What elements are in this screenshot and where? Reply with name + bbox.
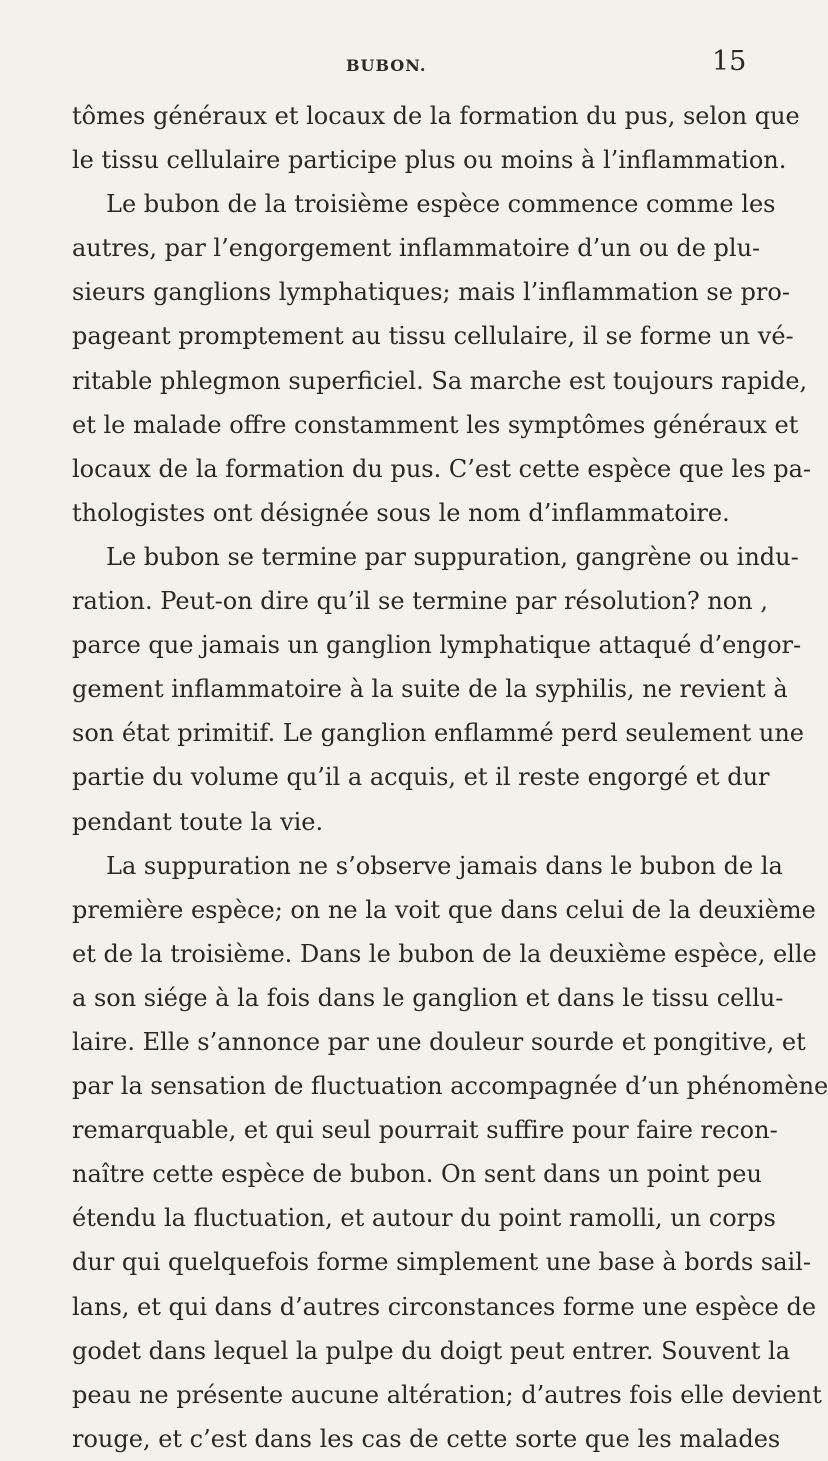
text-line: thologistes ont désignée sous le nom d’inflammatoire. <box>72 498 730 527</box>
text-line: naître cette espèce de bubon. On sent dans un point peu <box>72 1160 762 1189</box>
text-line: laire. Elle s’annonce par une douleur sourde et pongitive, et <box>72 1027 806 1056</box>
text-line: et de la troisième. Dans le bubon de la deuxième espèce, elle <box>72 939 817 968</box>
text-line: première espèce; on ne la voit que dans celui de la deuxième <box>72 895 816 924</box>
text-line: godet dans lequel la pulpe du doigt peut entrer. Souvent la <box>72 1336 791 1365</box>
text-line: étendu la fluctuation, et autour du point ramolli, un corps <box>72 1204 776 1233</box>
text-line: peau ne présente aucune altération; d’autres fois elle devient <box>72 1380 822 1409</box>
text-line: son état primitif. Le ganglion enflammé perd seulement une <box>72 719 804 748</box>
body-text <box>72 94 828 1461</box>
text-line: pendant toute la vie. <box>72 807 324 836</box>
text-line: La suppuration ne s’observe jamais dans le bubon de la <box>106 851 783 880</box>
text-line: rouge, et c’est dans les cas de cette sorte que les malades <box>72 1424 781 1453</box>
text-line: et le malade offre constamment les symptômes généraux et <box>72 410 799 439</box>
text-line: Le bubon se termine par suppuration, gangrène ou indu- <box>106 542 799 571</box>
text-line: tômes généraux et locaux de la formation du pus, selon que <box>72 102 800 130</box>
text-line: locaux de la formation du pus. C’est cette espèce que les pa- <box>72 454 812 483</box>
text-line: le tissu cellulaire participe plus ou moins à l’inflammation. <box>72 146 787 175</box>
text-line: gement inflammatoire à la suite de la syphilis, ne revient à <box>72 675 788 704</box>
text-line: autres, par l’engorgement inflammatoire d’un ou de plu- <box>72 234 761 263</box>
text-line: Le bubon de la troisième espèce commence comme les <box>106 190 776 219</box>
running-head: BUBON. <box>346 56 427 75</box>
text-line: par la sensation de fluctuation accompagnée d’un phénomène <box>72 1072 828 1101</box>
text-line: remarquable, et qui seul pourrait suffire pour faire recon- <box>72 1116 778 1145</box>
text-line: dur qui quelquefois forme simplement une base à bords sail- <box>72 1248 811 1277</box>
page-number: 15 <box>712 46 747 77</box>
text-line: partie du volume qu’il a acquis, et il reste engorgé et dur <box>72 763 770 792</box>
text-line: parce que jamais un ganglion lymphatique attaqué d’engor- <box>72 631 802 660</box>
page-header <box>0 46 800 86</box>
text-line: ration. Peut-on dire qu’il se termine par résolution? non , <box>72 587 768 616</box>
text-line: sieurs ganglions lymphatiques; mais l’inflammation se pro- <box>72 278 790 307</box>
text-line: a son siége à la fois dans le ganglion et dans le tissu cellu- <box>72 983 784 1012</box>
text-line: ritable phlegmon superficiel. Sa marche est toujours rapide, <box>72 366 808 395</box>
text-line: pageant promptement au tissu cellulaire, il se forme un vé- <box>72 322 794 351</box>
text-line: lans, et qui dans d’autres circonstances forme une espèce de <box>72 1292 817 1321</box>
